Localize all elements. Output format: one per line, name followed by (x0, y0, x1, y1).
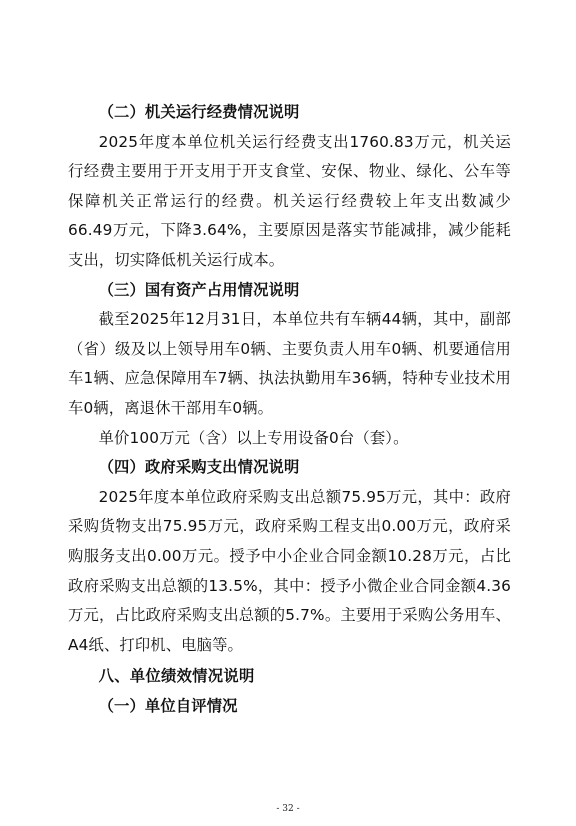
section-heading-state-assets: （三）国有资产占用情况说明 (98, 280, 300, 299)
paragraph-vehicles: 截至2025年12月31日，本单位共有车辆44辆，其中，副部（省）级及以上领导用车0辆、主要负责人用车0辆、机要通信用车1辆、应急保障用车7辆、执法执勤用车36辆，特种专业技术用车0辆，离退休干部用车0辆。 (68, 310, 511, 417)
page-number: - 32 - (276, 804, 300, 814)
paragraph-equipment: 单价100万元（含）以上专用设备0台（套）。 (98, 428, 409, 447)
chapter-heading-performance: 八、单位绩效情况说明 (98, 667, 255, 686)
paragraph-procurement: 2025年度本单位政府采购支出总额75.95万元，其中：政府采购货物支出75.95万元，政府采购工程支出0.00万元，政府采购服务支出0.00万元。授予中小企业合同金额10.28万元，占比政府采购支出总额的13.5%，其中：授予小微企业合同金额4.36万元，占比政府采购支出总额的5.7%。主要用于采购公务用车、A4纸、打印机、电脑等。 (68, 487, 511, 654)
section-heading-operating-expenses: （二）机关运行经费情况说明 (98, 103, 300, 121)
section-heading-self-evaluation: （一）单位自评情况 (98, 696, 238, 715)
paragraph-operating-expenses: 2025年度本单位机关运行经费支出1760.83万元，机关运行经费主要用于开支用于开支食堂、安保、物业、绿化、公车等保障机关正常运行的经费。机关运行经费较上年支出数减少66.49万元，下降3.64%，主要原因是落实节能减排，减少能耗支出，切实降低机关运行成本。 (68, 132, 511, 269)
document-body (68, 98, 511, 721)
section-heading-procurement: （四）政府采购支出情况说明 (98, 458, 300, 477)
